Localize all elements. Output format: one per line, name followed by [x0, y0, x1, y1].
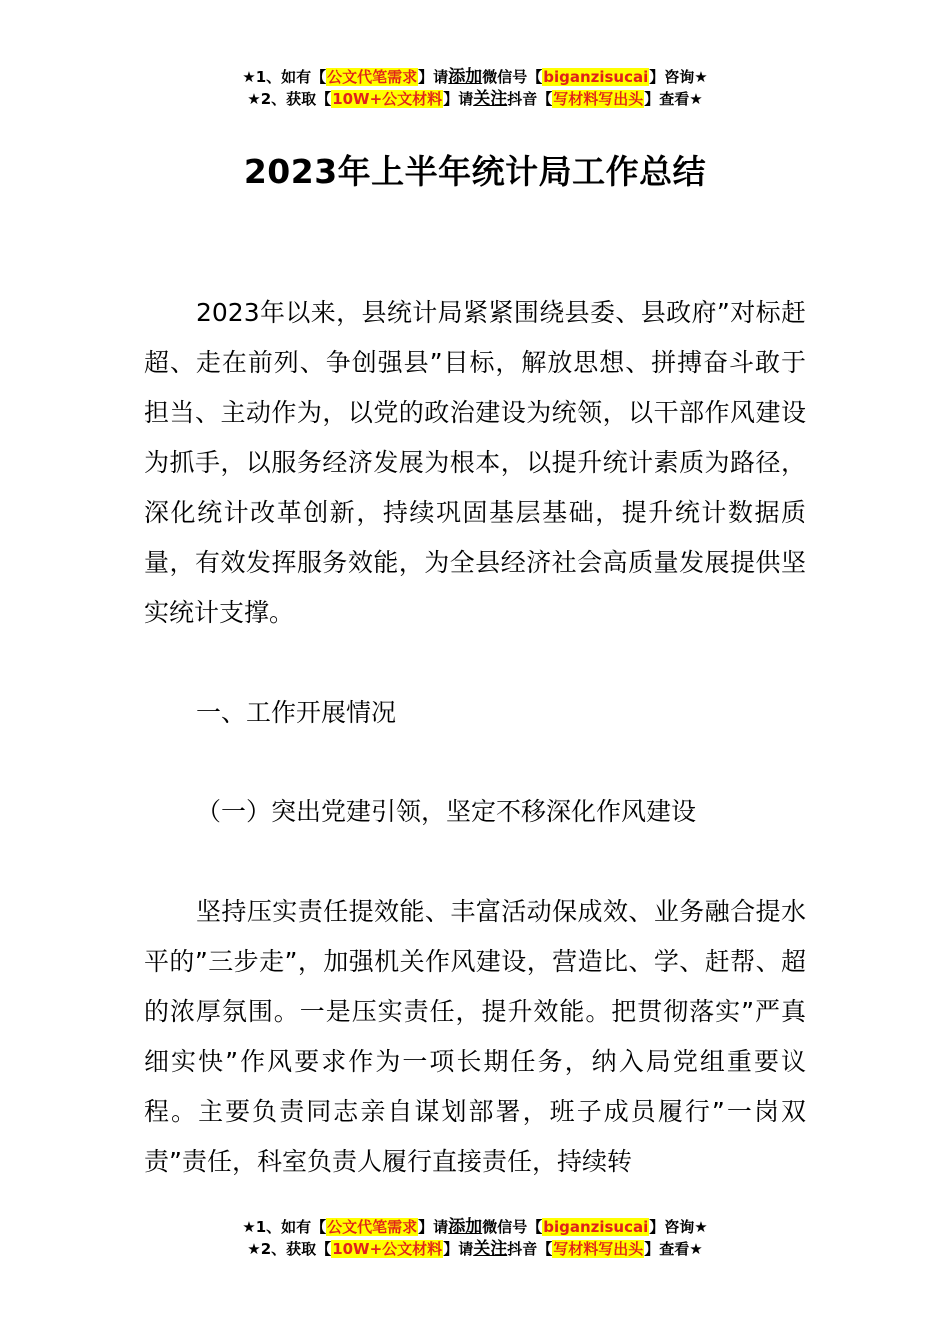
highlight-materials: 10W+公文材料 — [332, 90, 443, 108]
highlight-materials: 10W+公文材料 — [332, 1240, 443, 1258]
star-icon: ★ — [247, 90, 261, 108]
highlight-service: 公文代笔需求 — [327, 68, 418, 86]
highlight-wechat-id: biganzisucai — [543, 1218, 649, 1236]
subsection-heading: （一）突出党建引领，坚定不移深化作风建设 — [196, 797, 697, 826]
star-icon: ★ — [247, 1240, 261, 1258]
banner-line-2: ★2、获取【10W+公文材料】请关注抖音【写材料写出头】查看★ — [247, 1239, 703, 1259]
footer-banner — [0, 1216, 950, 1260]
header-banner — [0, 66, 950, 110]
banner-line-1: ★1、如有【公文代笔需求】请添加微信号【biganzisucai】咨询★ — [242, 67, 708, 87]
document-title: 2023年上半年统计局工作总结 — [243, 152, 707, 191]
banner-line-2: ★2、获取【10W+公文材料】请关注抖音【写材料写出头】查看★ — [247, 89, 703, 109]
banner-line-1: ★1、如有【公文代笔需求】请添加微信号【biganzisucai】咨询★ — [242, 1217, 708, 1237]
star-icon: ★ — [242, 68, 256, 86]
highlight-wechat-id: biganzisucai — [543, 68, 649, 86]
paragraph-party-building: 坚持压实责任提效能、丰富活动保成效、业务融合提水平的”三步走”，加强机关作风建设，营造比、学、赶帮、超的浓厚氛围。一是压实责任，提升效能。把贯彻落实”严真细实快”作风要求作为一项长期任务，纳入局党组重要议程。主要负责同志亲自谋划部署，班子成员履行”一岗双责”责任，科室负责人履行直接责任，持续转 — [144, 897, 806, 1176]
section-heading: 一、工作开展情况 — [196, 698, 397, 727]
highlight-douyin: 写材料写出头 — [553, 1240, 644, 1258]
highlight-service: 公文代笔需求 — [327, 1218, 418, 1236]
highlight-douyin: 写材料写出头 — [553, 90, 644, 108]
paragraph-intro: 2023年以来，县统计局紧紧围绕县委、县政府”对标赶超、走在前列、争创强县”目标，解放思想、拼搏奋斗敢于担当、主动作为，以党的政治建设为统领，以干部作风建设为抓手，以服务经济发展为根本，以提升统计素质为路径，深化统计改革创新，持续巩固基层基础，提升统计数据质量，有效发挥服务效能，为全县经济社会高质量发展提供坚实统计支撑。 — [144, 298, 806, 627]
star-icon: ★ — [242, 1218, 256, 1236]
